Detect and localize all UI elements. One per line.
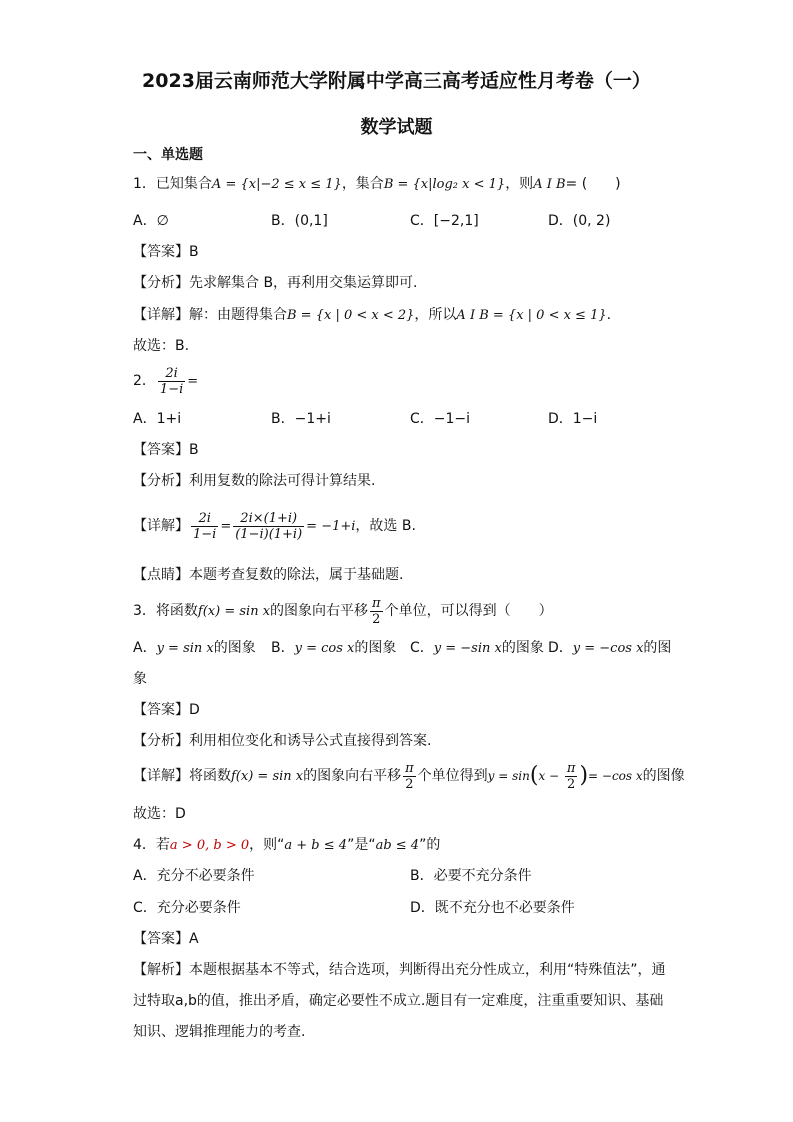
- q1-option-c: C．[−2,1]: [410, 213, 479, 229]
- q3-detail-pi-fraction: [403, 761, 416, 792]
- q1-text-d: = ( ): [565, 176, 621, 192]
- q4-text-b: ，则“: [249, 837, 285, 853]
- q4-option-a: A．充分不必要条件: [133, 868, 255, 884]
- q2-option-a: A．1+i: [133, 411, 182, 427]
- q2-detail-equals-1: =: [220, 519, 232, 534]
- q3-pi-denominator: 2: [372, 611, 381, 627]
- q3-option-c-tail: 的图象: [501, 640, 544, 656]
- q3-option-wrap: 象: [133, 671, 147, 687]
- q1-analysis-text: 先求解集合 B，再利用交集运算即可.: [189, 275, 418, 291]
- q1-analysis: [133, 273, 418, 293]
- q4-answer: 【答案】A: [133, 931, 199, 947]
- q2-note-text: 本题考查复数的除法，属于基础题.: [189, 567, 404, 583]
- document-subtitle: 数学试题: [360, 117, 433, 138]
- q3-detail-function: f(x) = sin x: [231, 769, 304, 784]
- document-title: 2023届云南师范大学附属中学高三高考适应性月考卷（一）: [142, 70, 651, 92]
- q1-analysis-tag: 【分析】: [133, 275, 189, 291]
- q2-detail-tag: 【详解】: [133, 518, 189, 534]
- q3-option-d: [548, 638, 671, 659]
- q3-detail-inner-fraction: [565, 761, 578, 792]
- q3-detail-inner: x −: [538, 769, 563, 783]
- q2-option-b: B．−1+i: [271, 411, 331, 427]
- q3-option-a-expr: y = sin x: [156, 641, 214, 656]
- q3-option-b-tail: 的图象: [354, 640, 397, 656]
- q3-analysis: [133, 731, 431, 751]
- q2-fraction: [158, 366, 185, 397]
- q1-option-d: D．(0, 2): [548, 213, 611, 229]
- q3-detail-text-c: 个单位得到: [417, 768, 488, 784]
- question-4-stem: [133, 835, 440, 856]
- q3-option-b-expr: y = cos x: [294, 641, 355, 656]
- q3-inner-pi-numerator: π: [566, 760, 576, 776]
- q3-text-a: 3．将函数: [133, 603, 198, 619]
- q3-analysis-text: 利用相位变化和诱导公式直接得到答案.: [189, 733, 432, 749]
- q2-detail-fraction-1: [191, 511, 218, 542]
- q2-detail-tail: ，故选 B.: [355, 518, 416, 534]
- q3-pi-fraction: [370, 596, 383, 627]
- q3-option-c-expr: y = −sin x: [433, 641, 502, 656]
- q3-detail-result: = −cos x: [588, 769, 643, 783]
- q4-proposition-q: ab ≤ 4: [375, 838, 420, 853]
- q3-option-b: [271, 638, 396, 659]
- q4-text-a: 4．若: [133, 837, 170, 853]
- q3-right-paren: ): [579, 763, 589, 788]
- q3-left-paren: (: [529, 763, 539, 788]
- q4-analysis-text-1: 本题根据基本不等式，结合选项，判断得出充分性成立，利用“特殊值法”，通: [189, 962, 666, 978]
- q1-detail-text-a: 解：由题得集合: [189, 307, 287, 323]
- q2-detail-denominator-2: (1−i)(1+i): [235, 526, 303, 542]
- q2-detail: [133, 507, 416, 546]
- question-1-stem: [133, 174, 621, 195]
- q1-option-b: B．(0,1]: [271, 213, 328, 229]
- q3-option-d-tail: 的图: [643, 640, 672, 656]
- q3-function: f(x) = sin x: [197, 604, 271, 619]
- q2-detail-result: = −1+i: [306, 519, 356, 534]
- q4-analysis-line-3: 知识、逻辑推理能力的考查.: [133, 1024, 306, 1040]
- q3-detail: [133, 757, 685, 796]
- q1-text-c: ，则: [505, 176, 534, 192]
- q2-detail-numerator-1: 2i: [191, 511, 218, 527]
- q3-text-c: 个单位，可以得到（ ）: [384, 603, 553, 619]
- q2-option-d: D．1−i: [548, 411, 598, 427]
- q4-proposition-p: a + b ≤ 4: [284, 838, 348, 853]
- q1-detail-tag: 【详解】: [133, 307, 189, 323]
- q2-analysis: [133, 471, 375, 491]
- q4-condition: a > 0, b > 0: [169, 838, 250, 853]
- q2-analysis-tag: 【分析】: [133, 473, 189, 489]
- q1-expression: A I B: [533, 177, 566, 192]
- q1-detail-text-c: .: [606, 307, 612, 323]
- q3-analysis-tag: 【分析】: [133, 733, 189, 749]
- q3-text-b: 的图象向右平移: [270, 603, 369, 619]
- question-3-stem: [133, 592, 553, 631]
- q2-answer: 【答案】B: [133, 442, 199, 458]
- q4-analysis-line-2: 过特取a,b的值，推出矛盾，确定必要性不成立.题目有一定难度，注重重要知识、基础: [133, 993, 664, 1009]
- q3-option-d-label: D．: [548, 640, 573, 656]
- question-2-stem: [133, 362, 198, 401]
- q3-detail-y: y = sin: [487, 769, 530, 783]
- q2-note-tag: 【点睛】: [133, 567, 189, 583]
- q2-detail-numerator-2: 2i×(1+i): [233, 511, 304, 527]
- q4-text-c: ”是“: [347, 837, 376, 853]
- q1-detail: [133, 305, 611, 326]
- q3-detail-tag: 【详解】: [133, 768, 189, 784]
- q4-analysis-tag: 【解析】: [133, 962, 189, 978]
- q3-detail-text-d: 的图像: [642, 768, 685, 784]
- q3-pi-numerator: π: [372, 595, 381, 611]
- q3-detail-pi-numerator: π: [405, 760, 414, 776]
- q4-option-c: C．充分必要条件: [133, 900, 241, 916]
- q3-option-a: [133, 638, 256, 659]
- q2-detail-denominator-1: 1−i: [193, 526, 217, 542]
- q3-answer: 【答案】D: [133, 702, 200, 718]
- q2-option-c: C．−1−i: [410, 411, 471, 427]
- q2-fraction-numerator: 2i: [158, 366, 185, 382]
- q2-fraction-denominator: 1−i: [159, 381, 184, 397]
- q3-inner-pi-denominator: 2: [567, 776, 576, 792]
- q4-option-d: D．既不充分也不必要条件: [410, 900, 575, 916]
- q1-answer: 【答案】B: [133, 244, 199, 260]
- q3-detail-text-a: 将函数: [189, 768, 231, 784]
- q3-option-d-expr: y = −cos x: [572, 641, 644, 656]
- q1-set-a: A = {x|−2 ≤ x ≤ 1}: [211, 177, 342, 192]
- section-heading: 一、单选题: [133, 147, 203, 163]
- q3-choice: 故选：D: [133, 806, 186, 822]
- q1-detail-text-b: ，所以: [414, 307, 457, 323]
- q3-option-b-label: B．: [271, 640, 295, 656]
- q3-option-a-tail: 的图象: [213, 640, 256, 656]
- q1-detail-set: B = {x | 0 < x < 2}: [287, 308, 415, 323]
- q4-analysis-line-1: [133, 960, 666, 980]
- q1-option-a: A．∅: [133, 213, 169, 229]
- q3-detail-text-b: 的图象向右平移: [303, 768, 402, 784]
- q2-equals: =: [187, 374, 199, 389]
- q4-text-d: ”的: [419, 837, 441, 853]
- q3-option-c: [410, 638, 544, 659]
- q1-set-b: B = {x|log₂ x < 1}: [383, 177, 506, 192]
- q4-option-b: B．必要不充分条件: [410, 868, 532, 884]
- q2-note: [133, 565, 403, 585]
- q2-detail-fraction-2: [233, 511, 304, 542]
- q2-analysis-text: 利用复数的除法可得计算结果.: [189, 473, 376, 489]
- q1-text-b: ，集合: [341, 176, 384, 192]
- q2-number: 2．: [133, 373, 156, 389]
- q3-option-a-label: A．: [133, 640, 157, 656]
- q3-detail-pi-denominator: 2: [405, 776, 414, 792]
- q1-choice: 故选：B.: [133, 338, 190, 354]
- q1-text-a: 1．已知集合: [133, 176, 212, 192]
- q1-detail-result: A I B = {x | 0 < x ≤ 1}: [456, 308, 607, 323]
- q3-option-c-label: C．: [410, 640, 434, 656]
